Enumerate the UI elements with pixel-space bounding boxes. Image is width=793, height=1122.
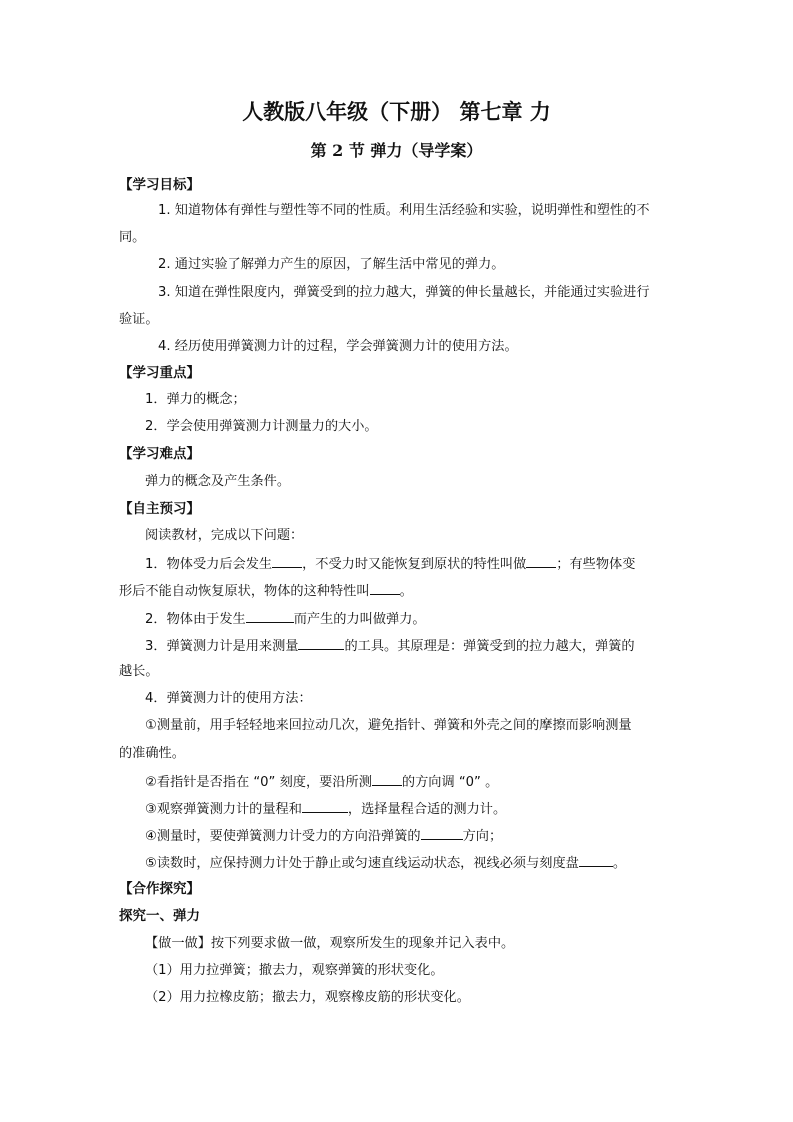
preview-intro: 阅读教材，完成以下问题： — [145, 528, 304, 543]
document-title: 人教版八年级（下册） 第七章 力 — [242, 99, 551, 124]
question-4: 4．弹簧测力计的使用方法： — [145, 691, 312, 706]
difficult-points-heading: 【学习难点】 — [119, 446, 200, 462]
answer-blank[interactable] — [246, 609, 294, 623]
answer-blank[interactable] — [272, 554, 302, 568]
goal-1-continued: 同。 — [119, 230, 146, 245]
question-1-continued: 形后不能自动恢复原状，物体的这种特性叫 。 — [119, 581, 413, 601]
answer-blank[interactable] — [579, 853, 613, 867]
goal-1: 1. 知道物体有弹性与塑性等不同的性质。利用生活经验和实验，说明弹性和塑性的不 — [158, 203, 650, 218]
activity-2: （2）用力拉橡皮筋；撤去力，观察橡皮筋的形状变化。 — [145, 990, 470, 1005]
goal-3: 3. 知道在弹性限度内，弹簧受到的拉力越大，弹簧的伸长量越长，并能通过实验进行 — [158, 285, 650, 300]
document-subtitle: 第 2 节 弹力（导学案） — [310, 141, 483, 160]
goal-2: 2. 通过实验了解弹力产生的原因，了解生活中常见的弹力。 — [158, 257, 505, 272]
cooperation-heading: 【合作探究】 — [119, 881, 200, 897]
answer-blank[interactable] — [372, 772, 402, 786]
do-it-instruction: 【做一做】按下列要求做一做，观察所发生的现象并记入表中。 — [145, 936, 515, 951]
activity-1: （1）用力拉弹簧；撤去力，观察弹簧的形状变化。 — [145, 963, 444, 978]
preview-heading: 【自主预习】 — [119, 501, 200, 517]
question-3: 3．弹簧测力计是用来测量 的工具。其原理是：弹簧受到的拉力越大，弹簧的 — [145, 636, 635, 656]
goals-heading: 【学习目标】 — [119, 177, 200, 193]
key-point-1: 1．弹力的概念； — [145, 392, 246, 407]
goal-3-continued: 验证。 — [119, 312, 159, 327]
usage-step-4: ④测量时，要使弹簧测力计受力的方向沿弹簧的 方向； — [145, 826, 502, 846]
answer-blank[interactable] — [302, 799, 348, 813]
goal-4: 4. 经历使用弹簧测力计的过程，学会弹簧测力计的使用方法。 — [158, 339, 518, 354]
key-points-heading: 【学习重点】 — [119, 365, 200, 381]
question-3-continued: 越长。 — [119, 664, 159, 679]
answer-blank[interactable] — [421, 826, 463, 840]
explore-1-heading: 探究一、弹力 — [119, 908, 200, 924]
key-point-2: 2．学会使用弹簧测力计测量力的大小。 — [145, 419, 378, 434]
usage-step-1: ①测量前，用手轻轻地来回拉动几次，避免指针、弹簧和外壳之间的摩擦而影响测量 — [145, 718, 632, 733]
usage-step-5: ⑤读数时，应保持测力计处于静止或匀速直线运动状态，视线必须与刻度盘 。 — [145, 853, 626, 873]
answer-blank[interactable] — [526, 554, 556, 568]
difficult-point-1: 弹力的概念及产生条件。 — [145, 474, 291, 489]
answer-blank[interactable] — [370, 581, 400, 595]
answer-blank[interactable] — [298, 636, 344, 650]
question-2: 2．物体由于发生 而产生的力叫做弹力。 — [145, 609, 426, 629]
usage-step-2: ②看指针是否指在 “0” 刻度，要沿所测 的方向调 “0” 。 — [145, 772, 498, 792]
usage-step-1-continued: 的准确性。 — [119, 746, 185, 761]
question-1: 1．物体受力后会发生 ，不受力时又能恢复到原状的特性叫做 ；有些物体变 — [145, 554, 635, 574]
usage-step-3: ③观察弹簧测力计的量程和 ，选择量程合适的测力计。 — [145, 799, 506, 819]
